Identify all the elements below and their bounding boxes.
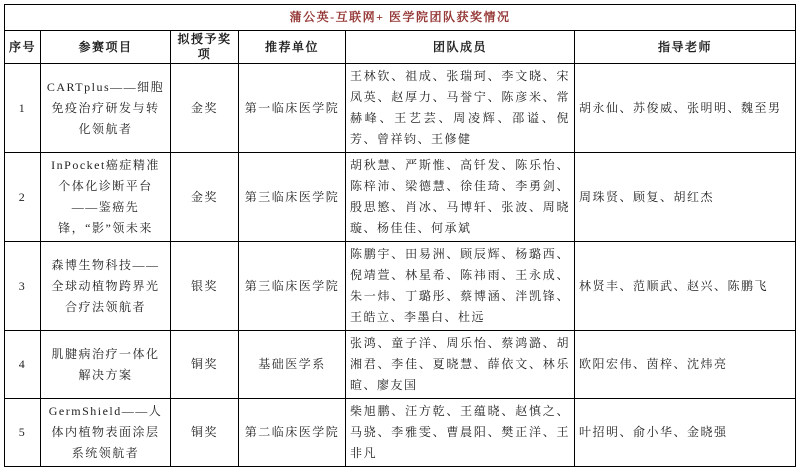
cell-members: 柴旭鹏、汪方乾、王蕴晓、赵慎之、马骁、李雅雯、曹晨阳、樊正洋、王非凡 [346,399,575,467]
award-table [4,4,796,467]
table-row [5,399,796,467]
table-row [5,331,796,399]
cell-unit: 基础医学系 [239,331,346,399]
table-row [5,242,796,331]
page-title: 蒲公英-互联网+ 医学院团队获奖情况 [5,5,796,31]
cell-members: 张鸿、童子洋、周乐怡、蔡鸿潞、胡湘君、李佳、夏晓慧、薛依文、林乐暄、廖友国 [346,331,575,399]
column-header-project: 参赛项目 [41,31,171,64]
cell-advisors: 叶招明、俞小华、金晓强 [575,399,796,467]
cell-award: 铜奖 [171,399,239,467]
cell-no: 4 [5,331,41,399]
column-header-award: 拟授予奖项 [171,31,239,64]
cell-no: 5 [5,399,41,467]
cell-no: 3 [5,242,41,331]
cell-project: 肌腱病治疗一体化解决方案 [41,331,171,399]
cell-project: InPocket癌症精准个体化诊断平台——鉴癌先锋，“影”领未来 [41,153,171,242]
cell-unit: 第三临床医学院 [239,153,346,242]
cell-advisors: 周珠贤、顾复、胡红杰 [575,153,796,242]
column-header-members: 团队成员 [346,31,575,64]
cell-award: 金奖 [171,64,239,153]
table-row [5,64,796,153]
column-header-unit: 推荐单位 [239,31,346,64]
cell-advisors: 欧阳宏伟、茵梓、沈炜亮 [575,331,796,399]
cell-unit: 第一临床医学院 [239,64,346,153]
cell-project: CARTplus——细胞免疫治疗研发与转化领航者 [41,64,171,153]
column-header-advisors: 指导老师 [575,31,796,64]
table-row [5,153,796,242]
cell-no: 1 [5,64,41,153]
cell-project: GermShield——人体内植物表面涂层系统领航者 [41,399,171,467]
cell-members: 陈鹏宇、田易洲、顾辰辉、杨璐西、倪靖萱、林星希、陈祎雨、王永成、朱一炜、丁璐彤、蔡博涵、泮凯锋、王皓立、李墨白、杜远 [346,242,575,331]
title-row [5,5,796,31]
cell-advisors: 胡永仙、苏俊威、张明明、魏至男 [575,64,796,153]
cell-project: 森博生物科技——全球动植物跨界光合疗法领航者 [41,242,171,331]
cell-unit: 第二临床医学院 [239,399,346,467]
cell-members: 王林钦、祖成、张瑞珂、李文晓、宋凤英、赵厚力、马誉宁、陈彦米、常赫峰、王艺芸、周凌辉、邵谥、倪芳、曾祥钧、王修健 [346,64,575,153]
cell-unit: 第三临床医学院 [239,242,346,331]
cell-advisors: 林贤丰、范顺武、赵兴、陈鹏飞 [575,242,796,331]
column-header-no: 序号 [5,31,41,64]
cell-award: 铜奖 [171,331,239,399]
cell-no: 2 [5,153,41,242]
cell-members: 胡秋慧、严斯惟、高钎发、陈乐怡、陈梓沛、梁德慧、徐佳琦、李勇剑、殷思慜、肖冰、马博轩、张波、周晓璇、杨佳佳、何承斌 [346,153,575,242]
cell-award: 银奖 [171,242,239,331]
header-row [5,31,796,64]
cell-award: 金奖 [171,153,239,242]
